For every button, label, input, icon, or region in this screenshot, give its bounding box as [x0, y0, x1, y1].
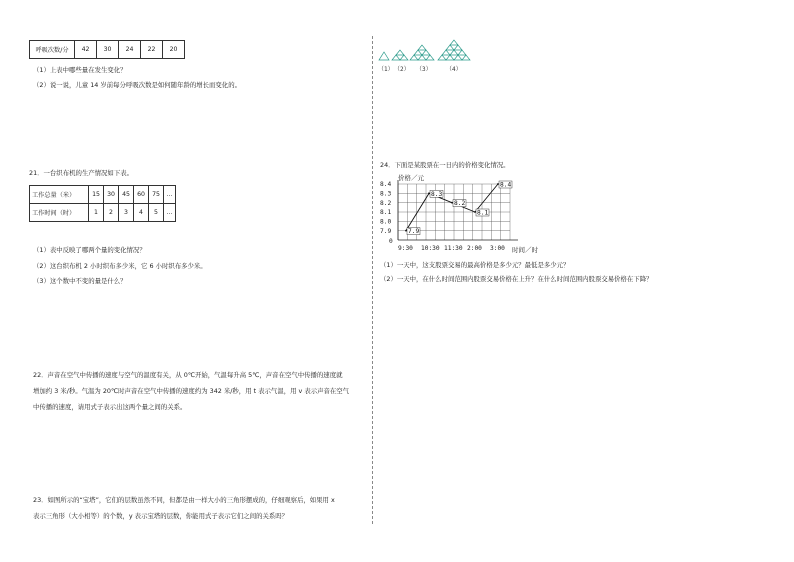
table-cell: 2: [104, 204, 119, 222]
table-cell: …: [164, 204, 176, 222]
data-label: 7.9: [408, 228, 420, 236]
q22-line1: 22．声音在空气中传播的速度与空气的温度有关，从 0℃开始，气温每升高 5℃，声音在空气中传播的速度就: [33, 371, 343, 379]
q21-title: 21．一台织布机的生产情况如下表。: [29, 169, 133, 177]
table-row: [30, 186, 176, 204]
table-cell: 22: [141, 41, 163, 59]
q23-line1: 23．如图所示的“宝塔”，它们的层数虽然不同，但都是由一样大小的三角形摆成的，仔细观察后，如果用 x: [33, 496, 335, 504]
data-point: [428, 192, 430, 194]
loom-row-label: 工作时间（时）: [30, 204, 89, 222]
table-cell: 5: [149, 204, 164, 222]
table-cell: 20: [163, 41, 185, 59]
pagoda-3: [410, 45, 434, 60]
pagoda-label: （3）: [416, 66, 432, 73]
y-tick-label: 8.4: [380, 181, 392, 189]
q20-sub2: （2）说一说，儿童 14 岁前每分呼吸次数是如何随年龄的增长而变化的。: [33, 81, 241, 89]
data-point: [451, 202, 453, 204]
data-label: 8.2: [454, 200, 466, 208]
table-cell: 4: [134, 204, 149, 222]
q22-line3: 中传播的速度，请用式子表示出这两个量之间的关系。: [33, 403, 187, 411]
table-cell: 3: [119, 204, 134, 222]
data-label: 8.1: [477, 209, 489, 217]
data-point: [497, 183, 499, 185]
q21-sub1: （1）表中反映了哪两个量的变化情况？: [33, 246, 146, 254]
y-tick-label: 8.2: [380, 199, 392, 207]
data-point: [405, 230, 407, 232]
price-line: [406, 184, 498, 231]
x-tick-label: 3:00: [490, 245, 505, 252]
table-cell: 45: [119, 186, 134, 204]
table-row: [30, 204, 176, 222]
data-point: [474, 211, 476, 213]
pagoda-figures: [378, 38, 478, 78]
q24-title: 24．下面是某股票在一日内的价格变化情况。: [380, 161, 510, 169]
column-divider: [372, 36, 373, 524]
q20-sub1: （1）上表中哪些量在发生变化？: [33, 66, 127, 74]
q24-sub2: （2）一天中，在什么时间范围内股票交易价格在上升？在什么时间范围内股票交易价格在下降？: [380, 275, 653, 283]
table-cell: 15: [89, 186, 104, 204]
y-tick-label: 8.0: [380, 218, 392, 226]
table-cell: 60: [134, 186, 149, 204]
x-tick-label: 10:30: [421, 245, 440, 252]
x-axis-label: 时间／时: [512, 246, 538, 254]
data-label: 8.3: [431, 190, 443, 198]
x-tick-label: 11:30: [444, 245, 463, 252]
q24-sub1: （1）一天中，这支股票交易的最高价格是多少元？最低是多少元？: [380, 261, 570, 269]
data-label: 8.4: [500, 181, 512, 189]
stock-price-chart: [378, 172, 548, 257]
q22-line2: 增加约 3 米/秒。气温为 20℃时声音在空气中传播的速度约为 342 米/秒，用 t 表示气温，用 v 表示声音在空气: [33, 387, 350, 395]
x-tick-label: 9:30: [398, 245, 413, 252]
pagoda-2: [392, 50, 408, 60]
pagoda-label: （2）: [394, 66, 410, 73]
breath-table-label: 呼吸次数/分: [30, 41, 75, 59]
y-tick-label: 8.3: [380, 190, 392, 198]
table-cell: 1: [89, 204, 104, 222]
table-cell: 30: [104, 186, 119, 204]
q21-sub2: （2）这台织布机 2 小时织布多少米，它 6 小时织布多少米。: [33, 262, 207, 270]
table-cell: 24: [119, 41, 141, 59]
pagoda-4: [438, 40, 470, 60]
q23-line2: 表示三角形（大小相等）的个数，y 表示宝塔的层数，你能用式子表示它们之间的关系吗？: [33, 512, 289, 520]
y-tick-label: 7.9: [380, 227, 392, 235]
loom-table: [29, 185, 176, 222]
loom-row-label: 工作总量（米）: [30, 186, 89, 204]
y-axis-label: 价格／元: [398, 174, 424, 182]
pagoda-1-triangle: [379, 52, 389, 60]
y-tick-label: 8.1: [380, 209, 392, 217]
table-cell: 42: [75, 41, 97, 59]
origin-label: 0: [389, 238, 393, 245]
pagoda-label: （4）: [446, 66, 462, 73]
breath-table: [29, 40, 185, 59]
table-cell: …: [164, 186, 176, 204]
q21-sub3: （3）这个数中不变的量是什么？: [33, 277, 127, 285]
table-cell: 75: [149, 186, 164, 204]
pagoda-label: （1）: [378, 66, 394, 73]
x-tick-label: 2:00: [467, 245, 482, 252]
table-cell: 30: [97, 41, 119, 59]
